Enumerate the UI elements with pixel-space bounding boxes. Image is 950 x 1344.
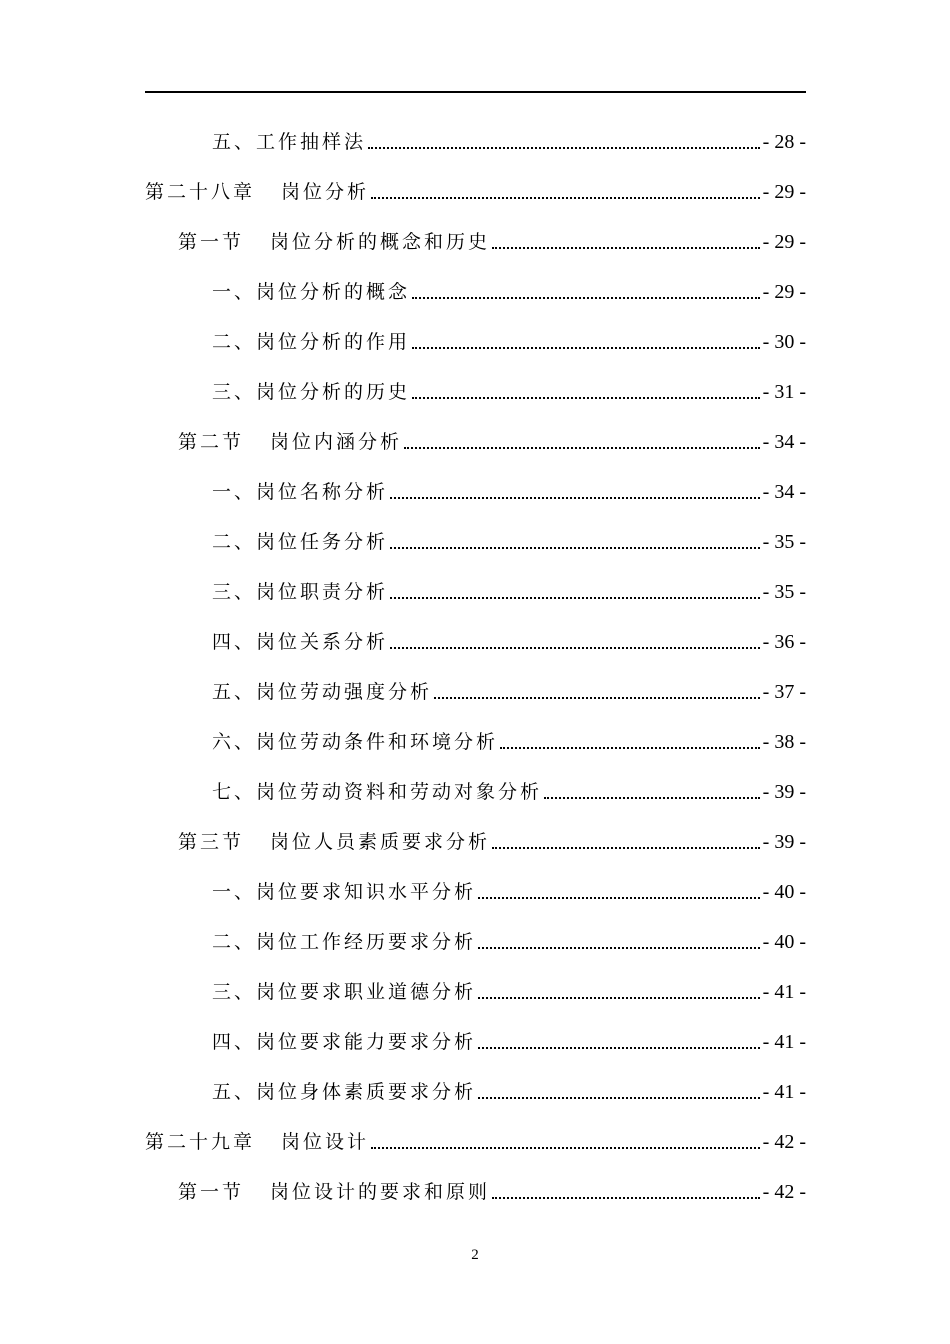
dot-leader (371, 197, 760, 199)
dot-leader (492, 247, 760, 249)
toc-entry-label: 第二节 (178, 431, 245, 453)
toc-entry-label: 七、岗位劳动资料和劳动对象分析 (212, 781, 543, 803)
toc-entry-page: - 42 - (762, 1131, 806, 1153)
toc-entry-label: 三、岗位分析的历史 (212, 381, 411, 403)
header-rule (145, 91, 806, 93)
toc-entry[interactable] (212, 975, 806, 1005)
toc-entry[interactable] (212, 1075, 806, 1105)
toc-entry-label: 第二十九章 (145, 1131, 256, 1153)
toc-entry[interactable] (212, 625, 806, 655)
dot-leader (434, 697, 760, 699)
toc-entry-page: - 29 - (762, 231, 806, 253)
toc-entry-chapter[interactable] (145, 175, 806, 205)
toc-entry-chapter[interactable] (145, 1125, 806, 1155)
toc-entry-label: 四、岗位要求能力要求分析 (212, 1031, 477, 1053)
toc-entry[interactable] (212, 875, 806, 905)
dot-leader (390, 597, 760, 599)
toc-entry-page: - 35 - (762, 531, 806, 553)
toc-entry[interactable] (212, 275, 806, 305)
toc-entry-label: 二、岗位工作经历要求分析 (212, 931, 477, 953)
toc-entry[interactable] (212, 575, 806, 605)
toc-entry-page: - 29 - (762, 281, 806, 303)
toc-entry-page: - 35 - (762, 581, 806, 603)
toc-entry[interactable] (212, 1025, 806, 1055)
toc-entry-page: - 42 - (762, 1181, 806, 1203)
toc-entry[interactable] (212, 775, 806, 805)
toc-entry[interactable] (212, 325, 806, 355)
dot-leader (412, 397, 760, 399)
toc-entry-page: - 41 - (762, 1031, 806, 1053)
toc-entry[interactable] (212, 375, 806, 405)
toc-entry-page: - 29 - (762, 181, 806, 203)
toc-entry-label: 六、岗位劳动条件和环境分析 (212, 731, 499, 753)
toc-entry-label: 五、工作抽样法 (212, 131, 367, 153)
dot-leader (390, 497, 760, 499)
toc-entry-label: 二、岗位分析的作用 (212, 331, 411, 353)
toc-entry-label: 五、岗位身体素质要求分析 (212, 1081, 477, 1103)
toc-entry-label: 第三节 (178, 831, 245, 853)
toc-entry-label: 三、岗位职责分析 (212, 581, 389, 603)
toc-entry-page: - 31 - (762, 381, 806, 403)
toc-entry-label: 一、岗位分析的概念 (212, 281, 411, 303)
toc-entry-title: 岗位设计的要求和原则 (270, 1181, 491, 1203)
toc-entry-label: 第一节 (178, 1181, 245, 1203)
toc-entry-title: 岗位人员素质要求分析 (270, 831, 491, 853)
toc-entry-page: - 41 - (762, 1081, 806, 1103)
toc-entry-page: - 41 - (762, 981, 806, 1003)
toc-entry-section[interactable] (178, 825, 806, 855)
toc-entry[interactable] (212, 925, 806, 955)
dot-leader (478, 947, 760, 949)
toc-entry-page: - 34 - (762, 431, 806, 453)
dot-leader (492, 847, 760, 849)
dot-leader (478, 897, 760, 899)
toc-entry[interactable] (212, 525, 806, 555)
toc-entry-section[interactable] (178, 225, 806, 255)
dot-leader (478, 1047, 760, 1049)
dot-leader (478, 997, 760, 999)
toc-entry-page: - 37 - (762, 681, 806, 703)
toc-entry[interactable] (212, 675, 806, 705)
toc-entry[interactable] (212, 125, 806, 155)
toc-entry-label: 四、岗位关系分析 (212, 631, 389, 653)
toc-entry-section[interactable] (178, 1175, 806, 1205)
toc-entry-page: - 39 - (762, 831, 806, 853)
toc-entry-label: 第二十八章 (145, 181, 256, 203)
toc-entry-page: - 36 - (762, 631, 806, 653)
toc-entry[interactable] (212, 475, 806, 505)
dot-leader (412, 297, 760, 299)
dot-leader (371, 1147, 760, 1149)
dot-leader (544, 797, 760, 799)
toc-entry-page: - 38 - (762, 731, 806, 753)
toc-entry-page: - 39 - (762, 781, 806, 803)
toc-entry-page: - 28 - (762, 131, 806, 153)
dot-leader (478, 1097, 760, 1099)
toc-entry-section[interactable] (178, 425, 806, 455)
dot-leader (404, 447, 760, 449)
toc-entry-title: 岗位分析 (281, 181, 370, 203)
dot-leader (390, 547, 760, 549)
toc-entry-label: 五、岗位劳动强度分析 (212, 681, 433, 703)
page-number: 2 (471, 1247, 479, 1263)
toc-entry-page: - 34 - (762, 481, 806, 503)
toc-entry-page: - 40 - (762, 881, 806, 903)
toc-entry-title: 岗位分析的概念和历史 (270, 231, 491, 253)
toc-entry-label: 一、岗位要求知识水平分析 (212, 881, 477, 903)
dot-leader (390, 647, 760, 649)
toc-entry-label: 二、岗位任务分析 (212, 531, 389, 553)
toc-entry-page: - 40 - (762, 931, 806, 953)
toc-entry-title: 岗位设计 (281, 1131, 370, 1153)
toc-entry-title: 岗位内涵分析 (270, 431, 403, 453)
dot-leader (368, 147, 760, 149)
dot-leader (500, 747, 760, 749)
toc-entry-label: 第一节 (178, 231, 245, 253)
toc-entry-page: - 30 - (762, 331, 806, 353)
toc-entry[interactable] (212, 725, 806, 755)
dot-leader (492, 1197, 760, 1199)
dot-leader (412, 347, 760, 349)
toc-entry-label: 一、岗位名称分析 (212, 481, 389, 503)
toc-entry-label: 三、岗位要求职业道德分析 (212, 981, 477, 1003)
